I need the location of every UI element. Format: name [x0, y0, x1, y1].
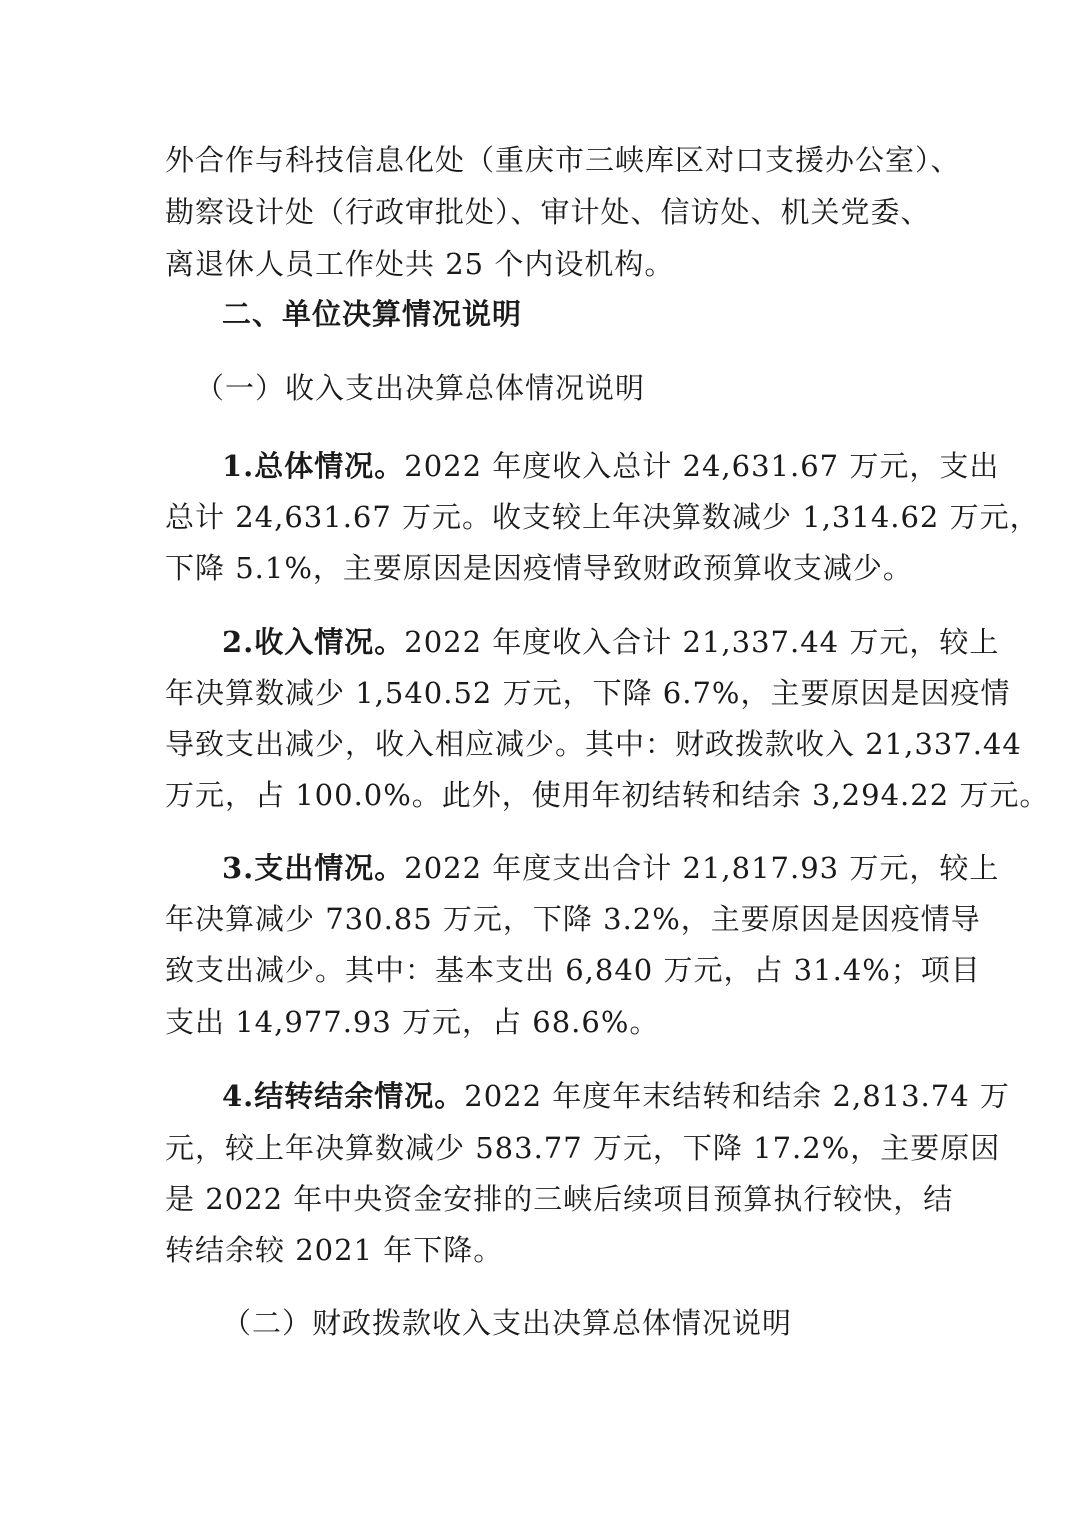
- paragraph-3-line-4: 支出 14,977.93 万元，占 68.6%。: [165, 1005, 660, 1039]
- paragraph-2-text: 2022 年度收入合计 21,337.44 万元，较上: [404, 625, 1000, 659]
- paragraph-2-line-1: [222, 622, 999, 662]
- intro-line-1: 外合作与科技信息化处（重庆市三峡库区对口支援办公室）、: [165, 143, 961, 177]
- paragraph-3-line-3: 致支出减少。其中：基本支出 6,840 万元，占 31.4%；项目: [165, 953, 981, 987]
- intro-line-3: 离退休人员工作处共 25 个内设机构。: [165, 247, 675, 281]
- paragraph-2-line-4: 万元，占 100.0%。此外，使用年初结转和结余 3,294.22 万元。: [165, 778, 1050, 812]
- paragraph-3-line-2: 年决算减少 730.85 万元，下降 3.2%，主要原因是因疫情导: [165, 902, 981, 936]
- paragraph-4-line-2: 元，较上年决算数减少 583.77 万元，下降 17.2%，主要原因: [165, 1131, 1001, 1165]
- paragraph-1-line-2: 总计 24,631.67 万元。收支较上年决算数减少 1,314.62 万元，: [165, 500, 1040, 534]
- paragraph-4-line-1: [222, 1076, 1010, 1116]
- subsection-heading-2: （二）财政拨款收入支出决算总体情况说明: [222, 1306, 793, 1340]
- paragraph-1-text: 2022 年度收入总计 24,631.67 万元，支出: [404, 449, 1000, 483]
- paragraph-4-line-3: 是 2022 年中央资金安排的三峡后续项目预算执行较快，结: [165, 1182, 954, 1216]
- paragraph-1-heading: 1.总体情况。: [222, 449, 405, 483]
- paragraph-3-text: 2022 年度支出合计 21,817.93 万元，较上: [404, 851, 1000, 885]
- paragraph-2-line-2: 年决算数减少 1,540.52 万元，下降 6.7%，主要原因是因疫情: [165, 676, 1011, 710]
- paragraph-3-heading: 3.支出情况。: [222, 851, 405, 885]
- paragraph-4-heading: 4.结转结余情况。: [222, 1079, 465, 1113]
- subsection-heading-1: （一）收入支出决算总体情况说明: [195, 371, 646, 405]
- intro-line-2: 勘察设计处（行政审批处）、审计处、信访处、机关党委、: [165, 195, 931, 229]
- paragraph-4-line-4: 转结余较 2021 年下降。: [165, 1233, 504, 1267]
- paragraph-1-line-3: 下降 5.1%，主要原因是因疫情导致财政预算收支减少。: [165, 551, 913, 585]
- section-heading: 二、单位决算情况说明: [222, 297, 523, 331]
- paragraph-1-line-1: [222, 446, 999, 486]
- paragraph-3-line-1: [222, 848, 999, 888]
- paragraph-4-text: 2022 年度年末结转和结余 2,813.74 万: [464, 1079, 1010, 1113]
- paragraph-2-line-3: 导致支出减少，收入相应减少。其中：财政拨款收入 21,337.44: [165, 727, 1022, 761]
- paragraph-2-heading: 2.收入情况。: [222, 625, 405, 659]
